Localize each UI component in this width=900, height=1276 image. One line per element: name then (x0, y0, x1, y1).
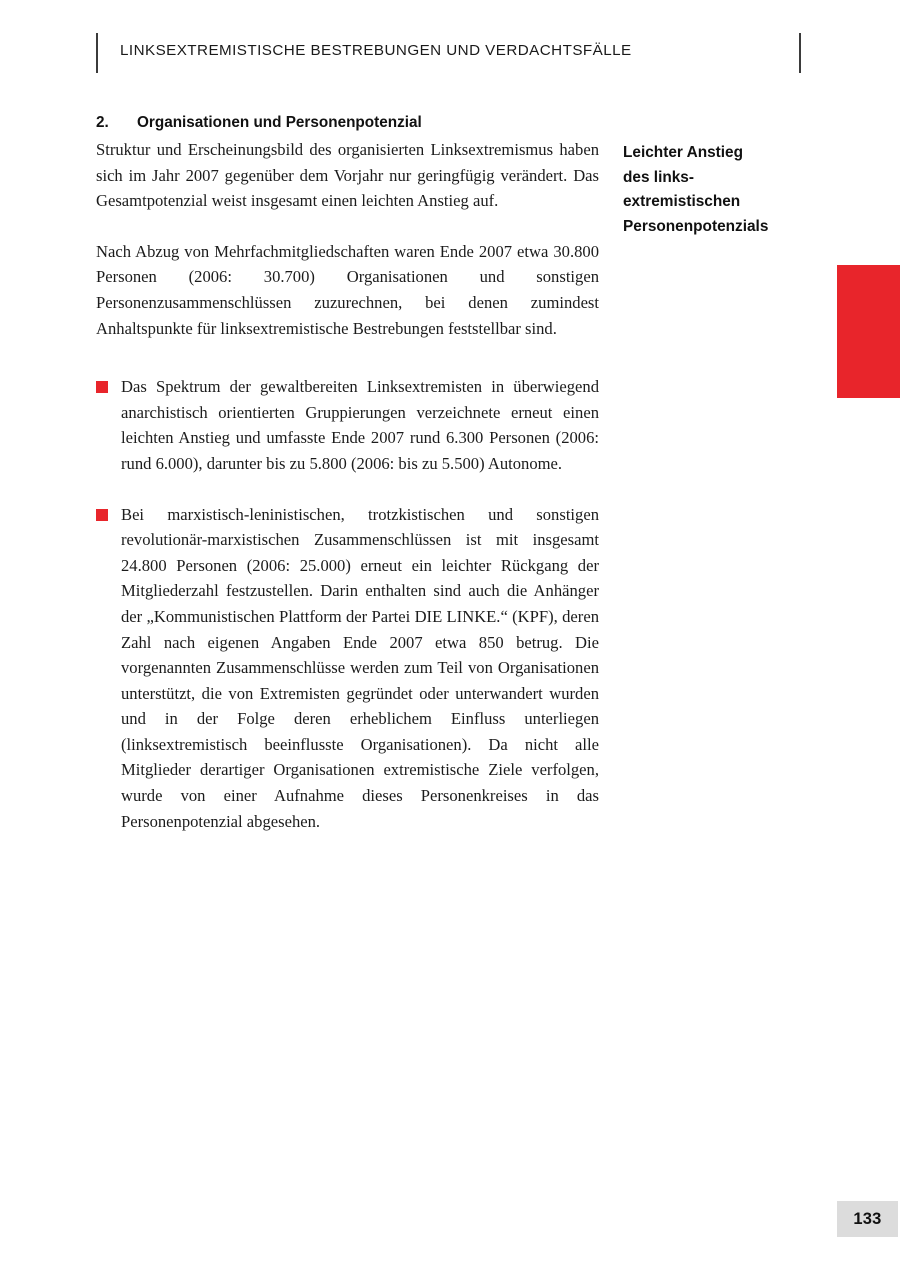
list-item (96, 502, 599, 835)
margin-note-line: extremistischen (623, 193, 741, 210)
paragraph-total-potential: Nach Abzug von Mehrfachmitgliedschaften waren Ende 2007 etwa 30.800 Personen (2006: 30.700) Organisationen und sonstigen Personenzusammenschlüssen zuzurechnen, bei denen zumindest Anhaltspunkte für linksextremistische Bestrebungen feststellbar sind. (96, 241, 599, 338)
section-number: 2. (96, 114, 109, 131)
page-number-badge (837, 1201, 898, 1237)
section-heading (96, 112, 599, 134)
margin-note-line: Leichter Anstieg (623, 144, 744, 161)
header-rule-left (96, 33, 98, 73)
margin-note-line: des links- (623, 168, 694, 186)
page-number: 133 (853, 1209, 882, 1228)
margin-note (623, 141, 863, 239)
red-square-bullet-icon (96, 509, 108, 521)
list-item-text: Das Spektrum der gewaltbereiten Linksextremisten in überwiegend anarchistisch orientierten Gruppierungen verzeichnete erneut einen leichten Anstieg und umfasste Ende 2007 rund 6.300 Personen (2006: rund 6.000), darunter bis zu 5.800 (2006: bis zu 5.500) Autonome. (121, 377, 599, 473)
red-square-bullet-icon (96, 381, 108, 393)
page-header (0, 0, 900, 95)
main-content (96, 112, 599, 834)
header-title: LINKSEXTREMISTISCHE BESTREBUNGEN UND VERDACHTSFÄLLE (120, 42, 632, 59)
header-rule-right (799, 33, 801, 73)
list-item (96, 374, 599, 476)
paragraph-intro: Struktur und Erscheinungsbild des organisierten Linksextremismus haben sich im Jahr 2007 gegenüber dem Vorjahr nur geringfügig verändert. Das Gesamtpotenzial weist insgesamt einen leichten Anstieg auf. (96, 140, 599, 211)
margin-note-line: Personenpotenzials (623, 217, 769, 235)
chapter-thumb-tab (837, 265, 900, 398)
list-item-text: Bei marxistisch-leninistischen, trotzkistischen und sonstigen revolutionär-marxistischen Zusammenschlüssen ist mit insgesamt 24.800 Personen (2006: 25.000) erneut ein leichter Rückgang der Mitgliederzahl festzustellen. Darin enthalten sind auch die Anhänger der „Kommunistischen Plattform der Partei DIE LINKE.“ (KPF), deren Zahl nach eigenen Angaben Ende 2007 etwa 850 betrug. Die vorgenannten Zusammenschlüsse werden zum Teil von Organisationen unterstützt, die von Extremisten gegründet oder unterwandert wurden und in der Folge deren erheblichem Einfluss unterliegen (linksextremistisch beeinflusste Organisationen). Da nicht alle Mitglieder derartiger Organisationen extremistische Ziele verfolgen, wurde von einer Aufnahme dieses Personenkreises in das Personenpotenzial abgesehen. (121, 504, 599, 831)
section-title: Organisationen und Personenpotenzial (137, 114, 422, 131)
bullet-list (96, 374, 599, 834)
